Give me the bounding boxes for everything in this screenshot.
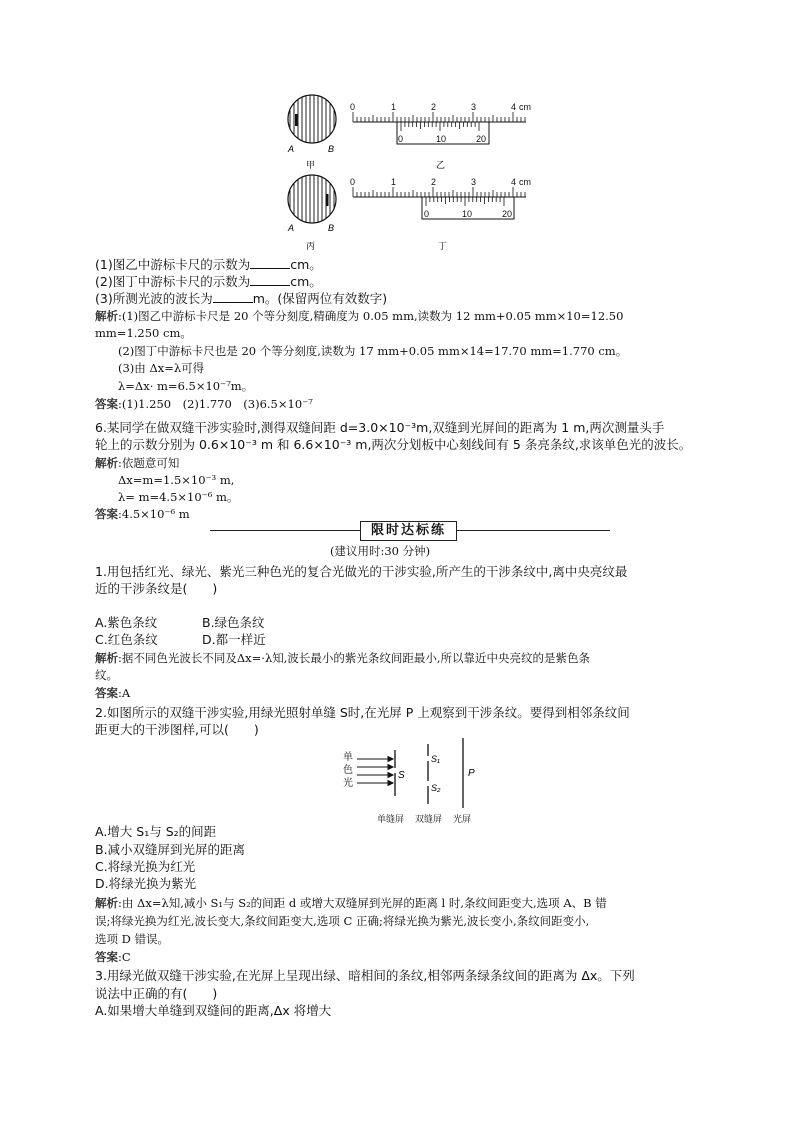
answer-blank[interactable]	[250, 257, 290, 269]
tick-3-b: 3	[471, 177, 477, 187]
q5-part1: (1)图乙中游标卡尺的示数为 cm。	[95, 257, 322, 272]
tick-0-b: 0	[350, 177, 356, 187]
time-hint: (建议用时:30 分钟)	[330, 544, 431, 558]
tick-2: 2	[431, 102, 437, 112]
tick-1: 1	[391, 102, 397, 112]
label-a: A	[288, 144, 295, 154]
q2-stem-2: 距更大的干涉图样,可以( )	[95, 722, 259, 737]
section-title: 限时达标练	[360, 521, 457, 541]
caption-bing: 丙	[306, 241, 316, 251]
eyepiece-jia	[288, 92, 336, 152]
light-arrows	[357, 757, 393, 786]
q1-answer: 答案:A	[95, 686, 131, 700]
q3-option-a[interactable]: A.如果增大单缝到双缝间的距离,Δx 将增大	[95, 1003, 332, 1018]
q1-option-b[interactable]: B.绿色条纹	[202, 615, 265, 630]
cap-single-slit: 单缝屏	[377, 814, 405, 824]
q2-option-a[interactable]: A.增大 S₁与 S₂的间距	[95, 824, 217, 839]
q1-option-a[interactable]: A.紫色条纹	[95, 615, 158, 630]
section-banner	[210, 521, 610, 541]
caption-ding: 丁	[438, 241, 448, 251]
q2-option-b[interactable]: B.减小双缝屏到光屏的距离	[95, 842, 246, 857]
unit-cm: cm	[519, 102, 531, 112]
q1-analysis-1: 解析:据不同色光波长不同及Δx=·λ知,波长最小的紫光条纹间距最小,所以靠近中央亮纹的是紫色条	[95, 651, 591, 665]
q6-stem-2: 轮上的示数分别为 0.6×10⁻³ m 和 6.6×10⁻³ m,两次分划板中心刻线间有 5 条亮条纹,求该单色光的波长。	[95, 437, 692, 452]
unit-cm-b: cm	[519, 177, 531, 187]
q1-option-c[interactable]: C.红色条纹	[95, 632, 158, 647]
vernier-figure	[280, 92, 540, 257]
q1-options-row1	[95, 614, 265, 631]
answer-blank[interactable]	[250, 274, 290, 286]
q6-answer: 答案:4.5×10⁻⁶ m	[95, 507, 190, 521]
q5-part3: (3)所测光波的波长为 m。(保留两位有效数字)	[95, 291, 388, 306]
q2-analysis-3: 选项 D 错误。	[95, 932, 170, 946]
label-b-2: B	[328, 223, 335, 233]
tick-0: 0	[350, 102, 356, 112]
vtick-20-b: 20	[502, 209, 513, 219]
q1-analysis-2: 纹。	[95, 668, 118, 682]
double-slit-diagram	[335, 738, 485, 826]
tick-1-b: 1	[391, 177, 397, 187]
q1-stem-2: 近的干涉条纹是( )	[95, 581, 218, 596]
q2-option-c[interactable]: C.将绿光换为红光	[95, 859, 196, 874]
light-char-2: 色	[343, 765, 353, 776]
light-char-3: 光	[343, 778, 353, 789]
label-p: P	[468, 768, 475, 779]
q2-option-d[interactable]: D.将绿光换为紫光	[95, 876, 197, 891]
tick-4-b: 4	[511, 177, 517, 187]
label-s: S	[398, 770, 405, 781]
caption-yi: 乙	[436, 160, 446, 170]
q1-option-d[interactable]: D.都一样近	[202, 632, 266, 647]
label-s1: S₁	[431, 754, 440, 764]
answer-blank[interactable]	[213, 291, 253, 303]
q6-analysis-3: λ= m=4.5×10⁻⁶ m。	[118, 490, 239, 504]
q6-stem-1: 6.某同学在做双缝干涉实验时,测得双缝间距 d=3.0×10⁻³m,双缝到光屏间的距离为 1 m,两次测量头手	[95, 420, 665, 435]
caliper-ding	[353, 187, 526, 219]
q5-analysis-2: mm=1.250 cm。	[95, 326, 192, 340]
vtick-10-b: 10	[462, 209, 473, 219]
q2-answer: 答案:C	[95, 950, 131, 964]
q2-analysis-1: 解析:由 Δx=λ知,减小 S₁与 S₂的间距 d 或增大双缝屏到光屏的距离 l 时,条纹间距变大,选项 A、B 错	[95, 896, 607, 910]
vtick-20: 20	[476, 134, 487, 144]
label-b: B	[328, 144, 335, 154]
q2-stem-1: 2.如图所示的双缝干涉实验,用绿光照射单缝 S时,在光屏 P 上观察到干涉条纹。要得到相邻条纹间	[95, 705, 630, 720]
q1-options-row2	[95, 631, 266, 648]
vtick-0-b: 0	[424, 209, 430, 219]
vtick-0: 0	[398, 134, 404, 144]
q6-analysis-1: 解析:依题意可知	[95, 456, 180, 470]
q6-analysis-2: Δx=m=1.5×10⁻³ m,	[118, 473, 235, 487]
cap-screen: 光屏	[453, 814, 472, 824]
q5-analysis-4: (3)由 Δx=λ可得	[118, 361, 205, 375]
tick-4: 4	[511, 102, 517, 112]
q5-analysis-3: (2)图丁中游标卡尺也是 20 个等分刻度,读数为 17 mm+0.05 mm×14=17.70 mm=1.770 cm。	[118, 344, 628, 358]
tick-3: 3	[471, 102, 477, 112]
banner-rule-left	[210, 530, 360, 531]
q3-stem-1: 3.用绿光做双缝干涉实验,在光屏上呈现出绿、暗相间的条纹,相邻两条绿条纹间的距离为 Δx。下列	[95, 968, 635, 983]
light-char-1: 单	[343, 752, 353, 763]
caption-jia: 甲	[306, 160, 316, 170]
q5-part2: (2)图丁中游标卡尺的示数为 cm。	[95, 274, 322, 289]
q2-analysis-2: 误;将绿光换为红光,波长变大,条纹间距变大,选项 C 正确;将绿光换为紫光,波长变小,条纹间距变小,	[95, 914, 590, 928]
label-a-2: A	[288, 223, 295, 233]
q1-stem-1: 1.用包括红光、绿光、紫光三种色光的复合光做光的干涉实验,所产生的干涉条纹中,离中央亮纹最	[95, 564, 628, 579]
q3-stem-2: 说法中正确的有( )	[95, 986, 218, 1001]
label-s2: S₂	[431, 783, 441, 793]
q5-analysis-5: λ=Δx· m=6.5×10⁻⁷m。	[118, 379, 254, 393]
cap-double-slit: 双缝屏	[415, 814, 443, 824]
banner-rule-right	[457, 530, 610, 531]
q5-answer: 答案:(1)1.250 (2)1.770 (3)6.5×10⁻⁷	[95, 397, 313, 411]
q5-analysis-1: 解析:(1)图乙中游标卡尺是 20 个等分刻度,精确度为 0.05 mm,读数为 12 mm+0.05 mm×10=12.50	[95, 309, 624, 323]
tick-2-b: 2	[431, 177, 437, 187]
vtick-10: 10	[436, 134, 447, 144]
